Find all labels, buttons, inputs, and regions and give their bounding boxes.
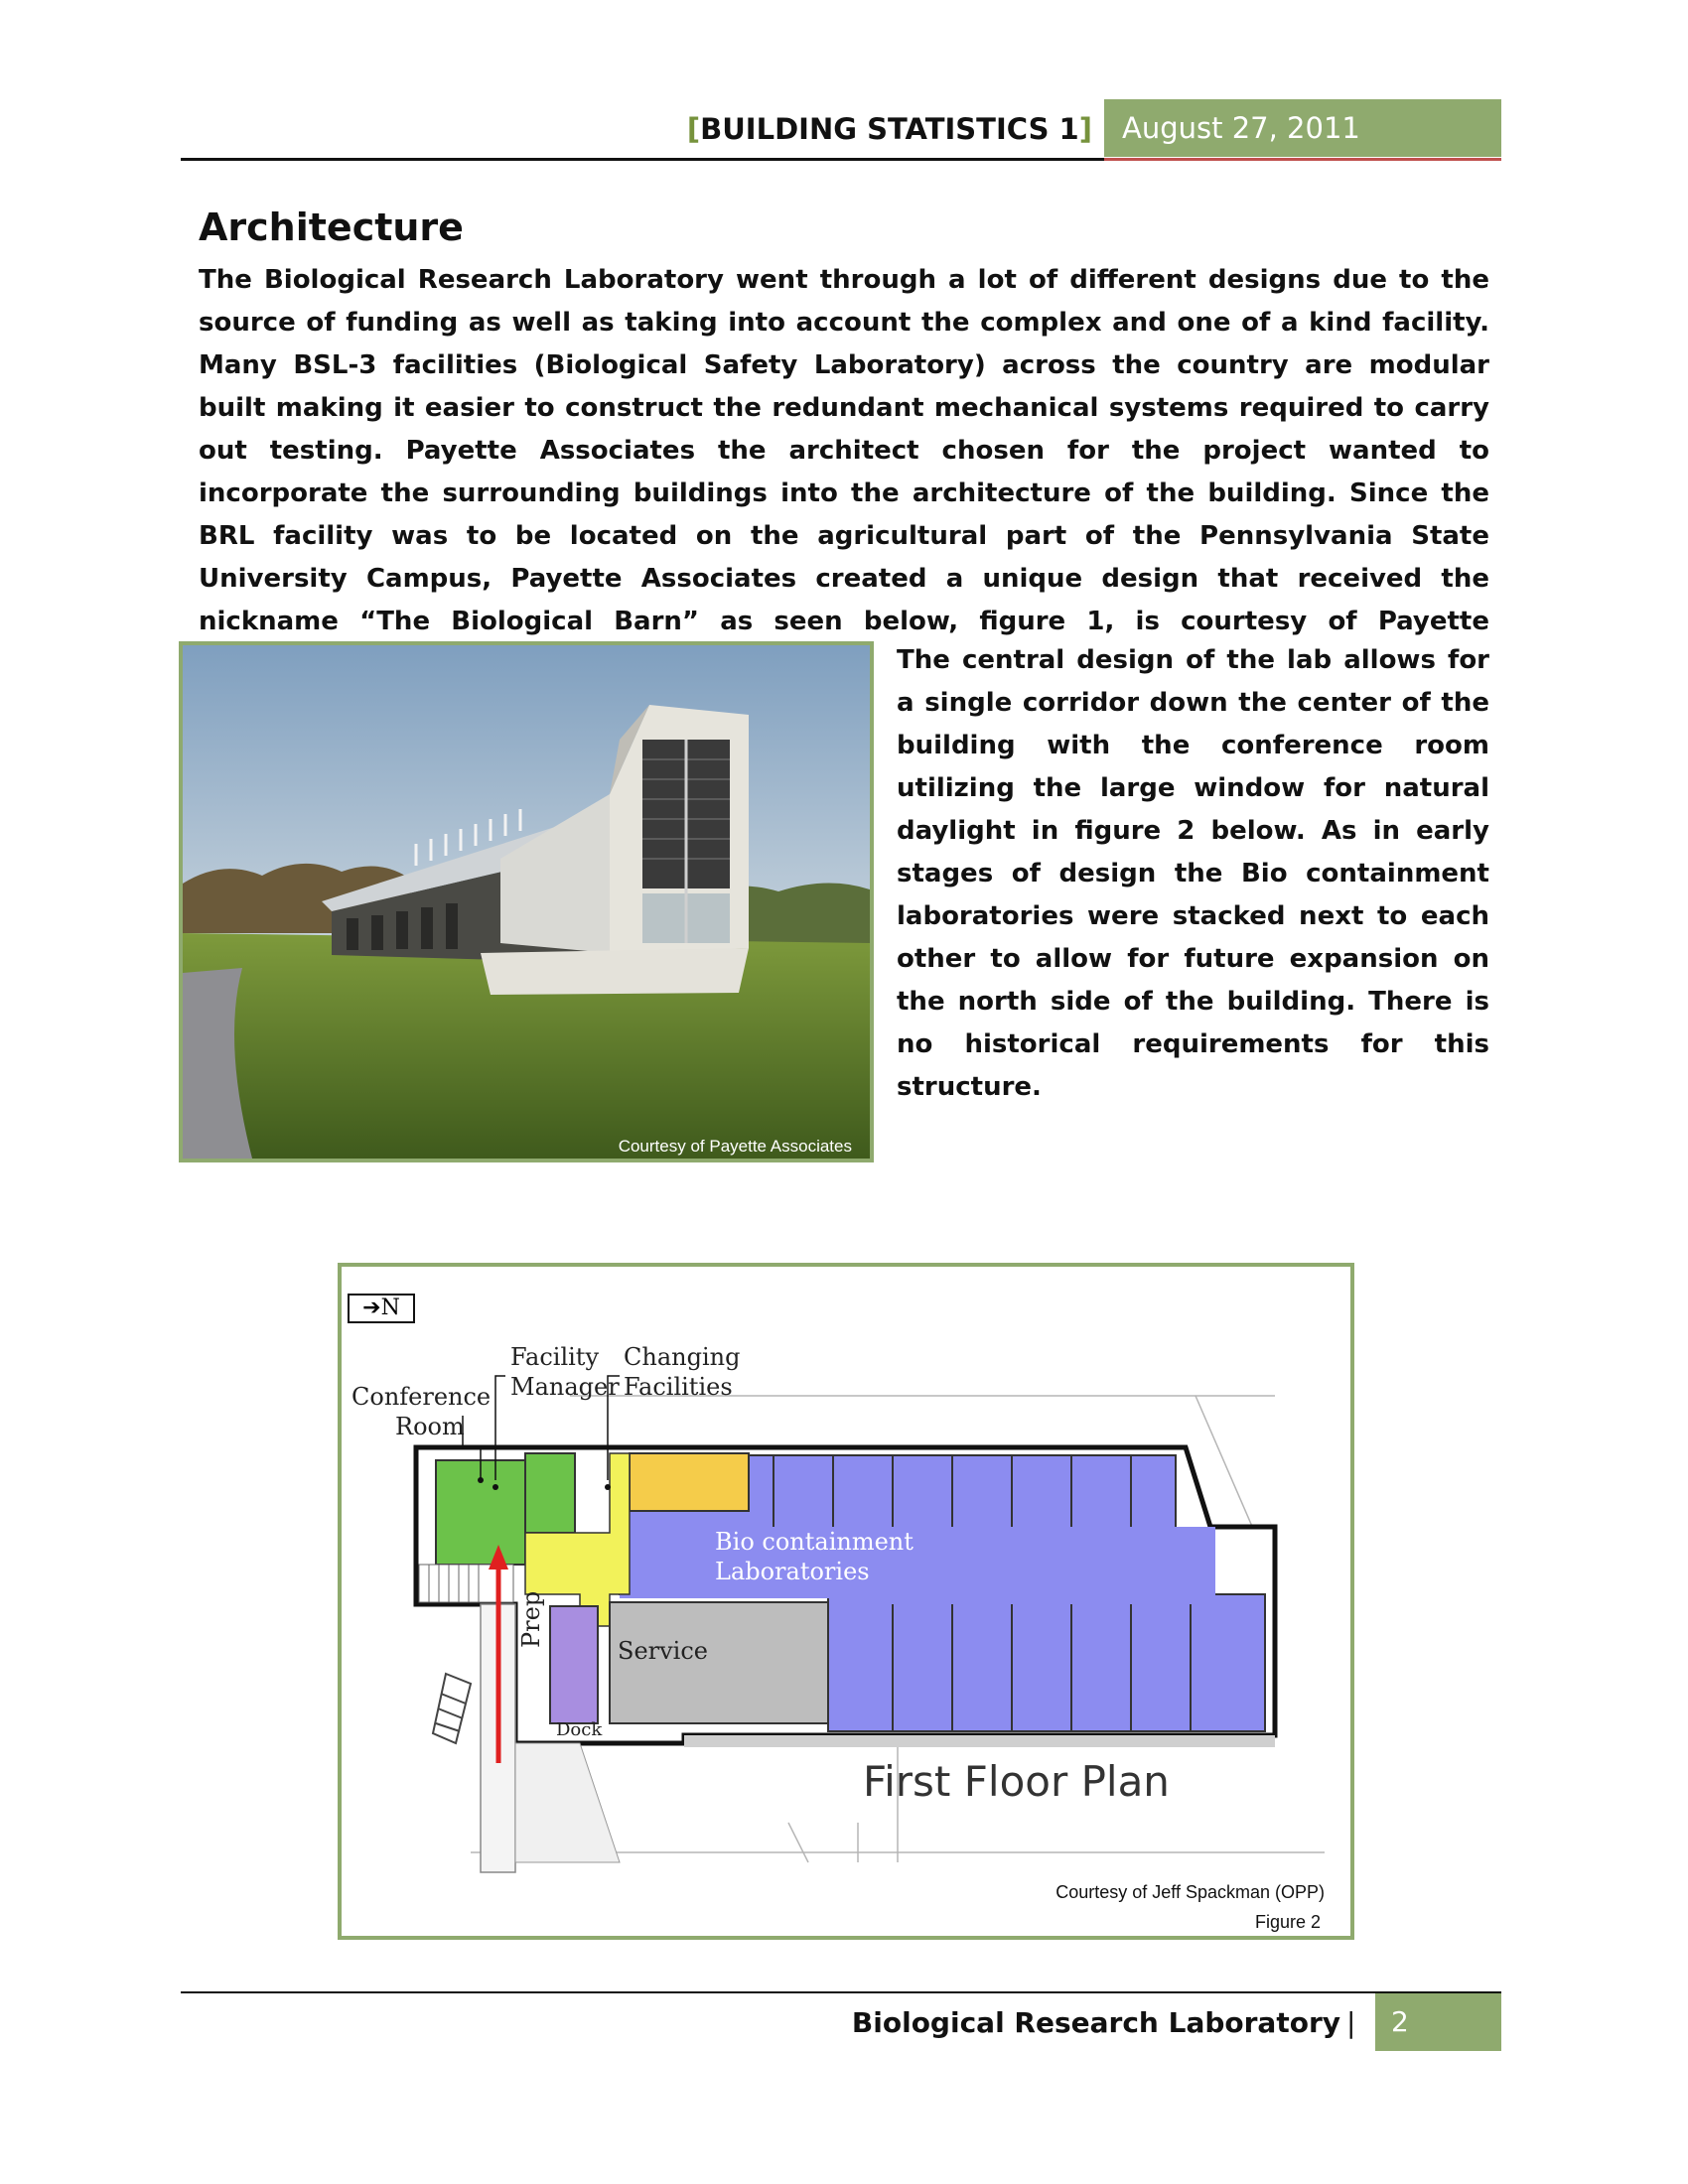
header-title-text: BUILDING STATISTICS 1 bbox=[700, 112, 1079, 146]
footer-rule bbox=[181, 1991, 1501, 1993]
building-rendering-image bbox=[183, 645, 870, 1159]
bio-containment-label-line1: Bio containment bbox=[715, 1528, 914, 1556]
header-date: August 27, 2011 bbox=[1104, 99, 1501, 157]
facility-manager-label-line2: Manager bbox=[510, 1373, 620, 1401]
footer-separator: | bbox=[1346, 2006, 1356, 2039]
changing-facilities-label-line1: Changing bbox=[624, 1343, 741, 1371]
running-header-title bbox=[675, 107, 1092, 151]
dock-label: Dock bbox=[556, 1719, 603, 1740]
floor-plan-title: First Floor Plan bbox=[863, 1757, 1170, 1806]
floor-plan-drawing bbox=[342, 1267, 1350, 1936]
section-title: Architecture bbox=[199, 205, 464, 249]
bracket-close: ] bbox=[1078, 112, 1092, 146]
conference-room-label-line2: Room bbox=[395, 1413, 465, 1440]
figure-1-credit: Courtesy of Payette Associates bbox=[618, 1137, 852, 1156]
conference-room-label-line1: Conference bbox=[352, 1383, 492, 1411]
footer-title: Biological Research Laboratory bbox=[851, 2006, 1340, 2039]
facility-manager-label-line1: Facility bbox=[510, 1343, 600, 1371]
side-paragraph: The central design of the lab allows for a single corridor down the center of the building with the conference room utilizing the large window for natural daylight in figure 2 below. As in early stages of design the Bio containment laboratories were stacked next to each other to allow for future expansion on the north side of the building. There is no historical requirements for this structure. bbox=[897, 645, 1489, 1102]
intro-paragraph: The Biological Research Laboratory went through a lot of different designs due to the source of funding as well as taking into account the complex and one of a kind facility. Many BSL-3 facilities (Biological Safety Laboratory) across the country are modular built making it easier to construct the redundant mechanical systems required to carry out testing. Payette Associates the architect chosen for the project wanted to incorporate the surrounding buildings into the architecture of the building. Since the BRL facility was to be located on the agricultural part of the Pennsylvania State University Campus, Payette Associates created a unique design that received the nickname “The Biological Barn” as seen below, figure 1, is courtesy of Payette bbox=[199, 265, 1489, 636]
header-rule-accent bbox=[1104, 158, 1501, 161]
north-arrow-indicator: ➔N bbox=[348, 1294, 415, 1323]
page-number: 2 bbox=[1375, 1993, 1501, 2051]
figure-2-floor-plan bbox=[338, 1263, 1354, 1940]
figure-2-credit: Courtesy of Jeff Spackman (OPP) bbox=[1055, 1882, 1325, 1902]
prep-label: Prep bbox=[517, 1590, 545, 1648]
bio-containment-label-line2: Laboratories bbox=[715, 1558, 870, 1585]
figure-2-caption: Figure 2 bbox=[1254, 1912, 1321, 1932]
figure-1-rendering bbox=[179, 641, 874, 1162]
service-label: Service bbox=[618, 1637, 708, 1665]
changing-facilities-label-line2: Facilities bbox=[624, 1373, 733, 1401]
header-rule bbox=[181, 158, 1104, 161]
bracket-open: [ bbox=[686, 112, 701, 146]
